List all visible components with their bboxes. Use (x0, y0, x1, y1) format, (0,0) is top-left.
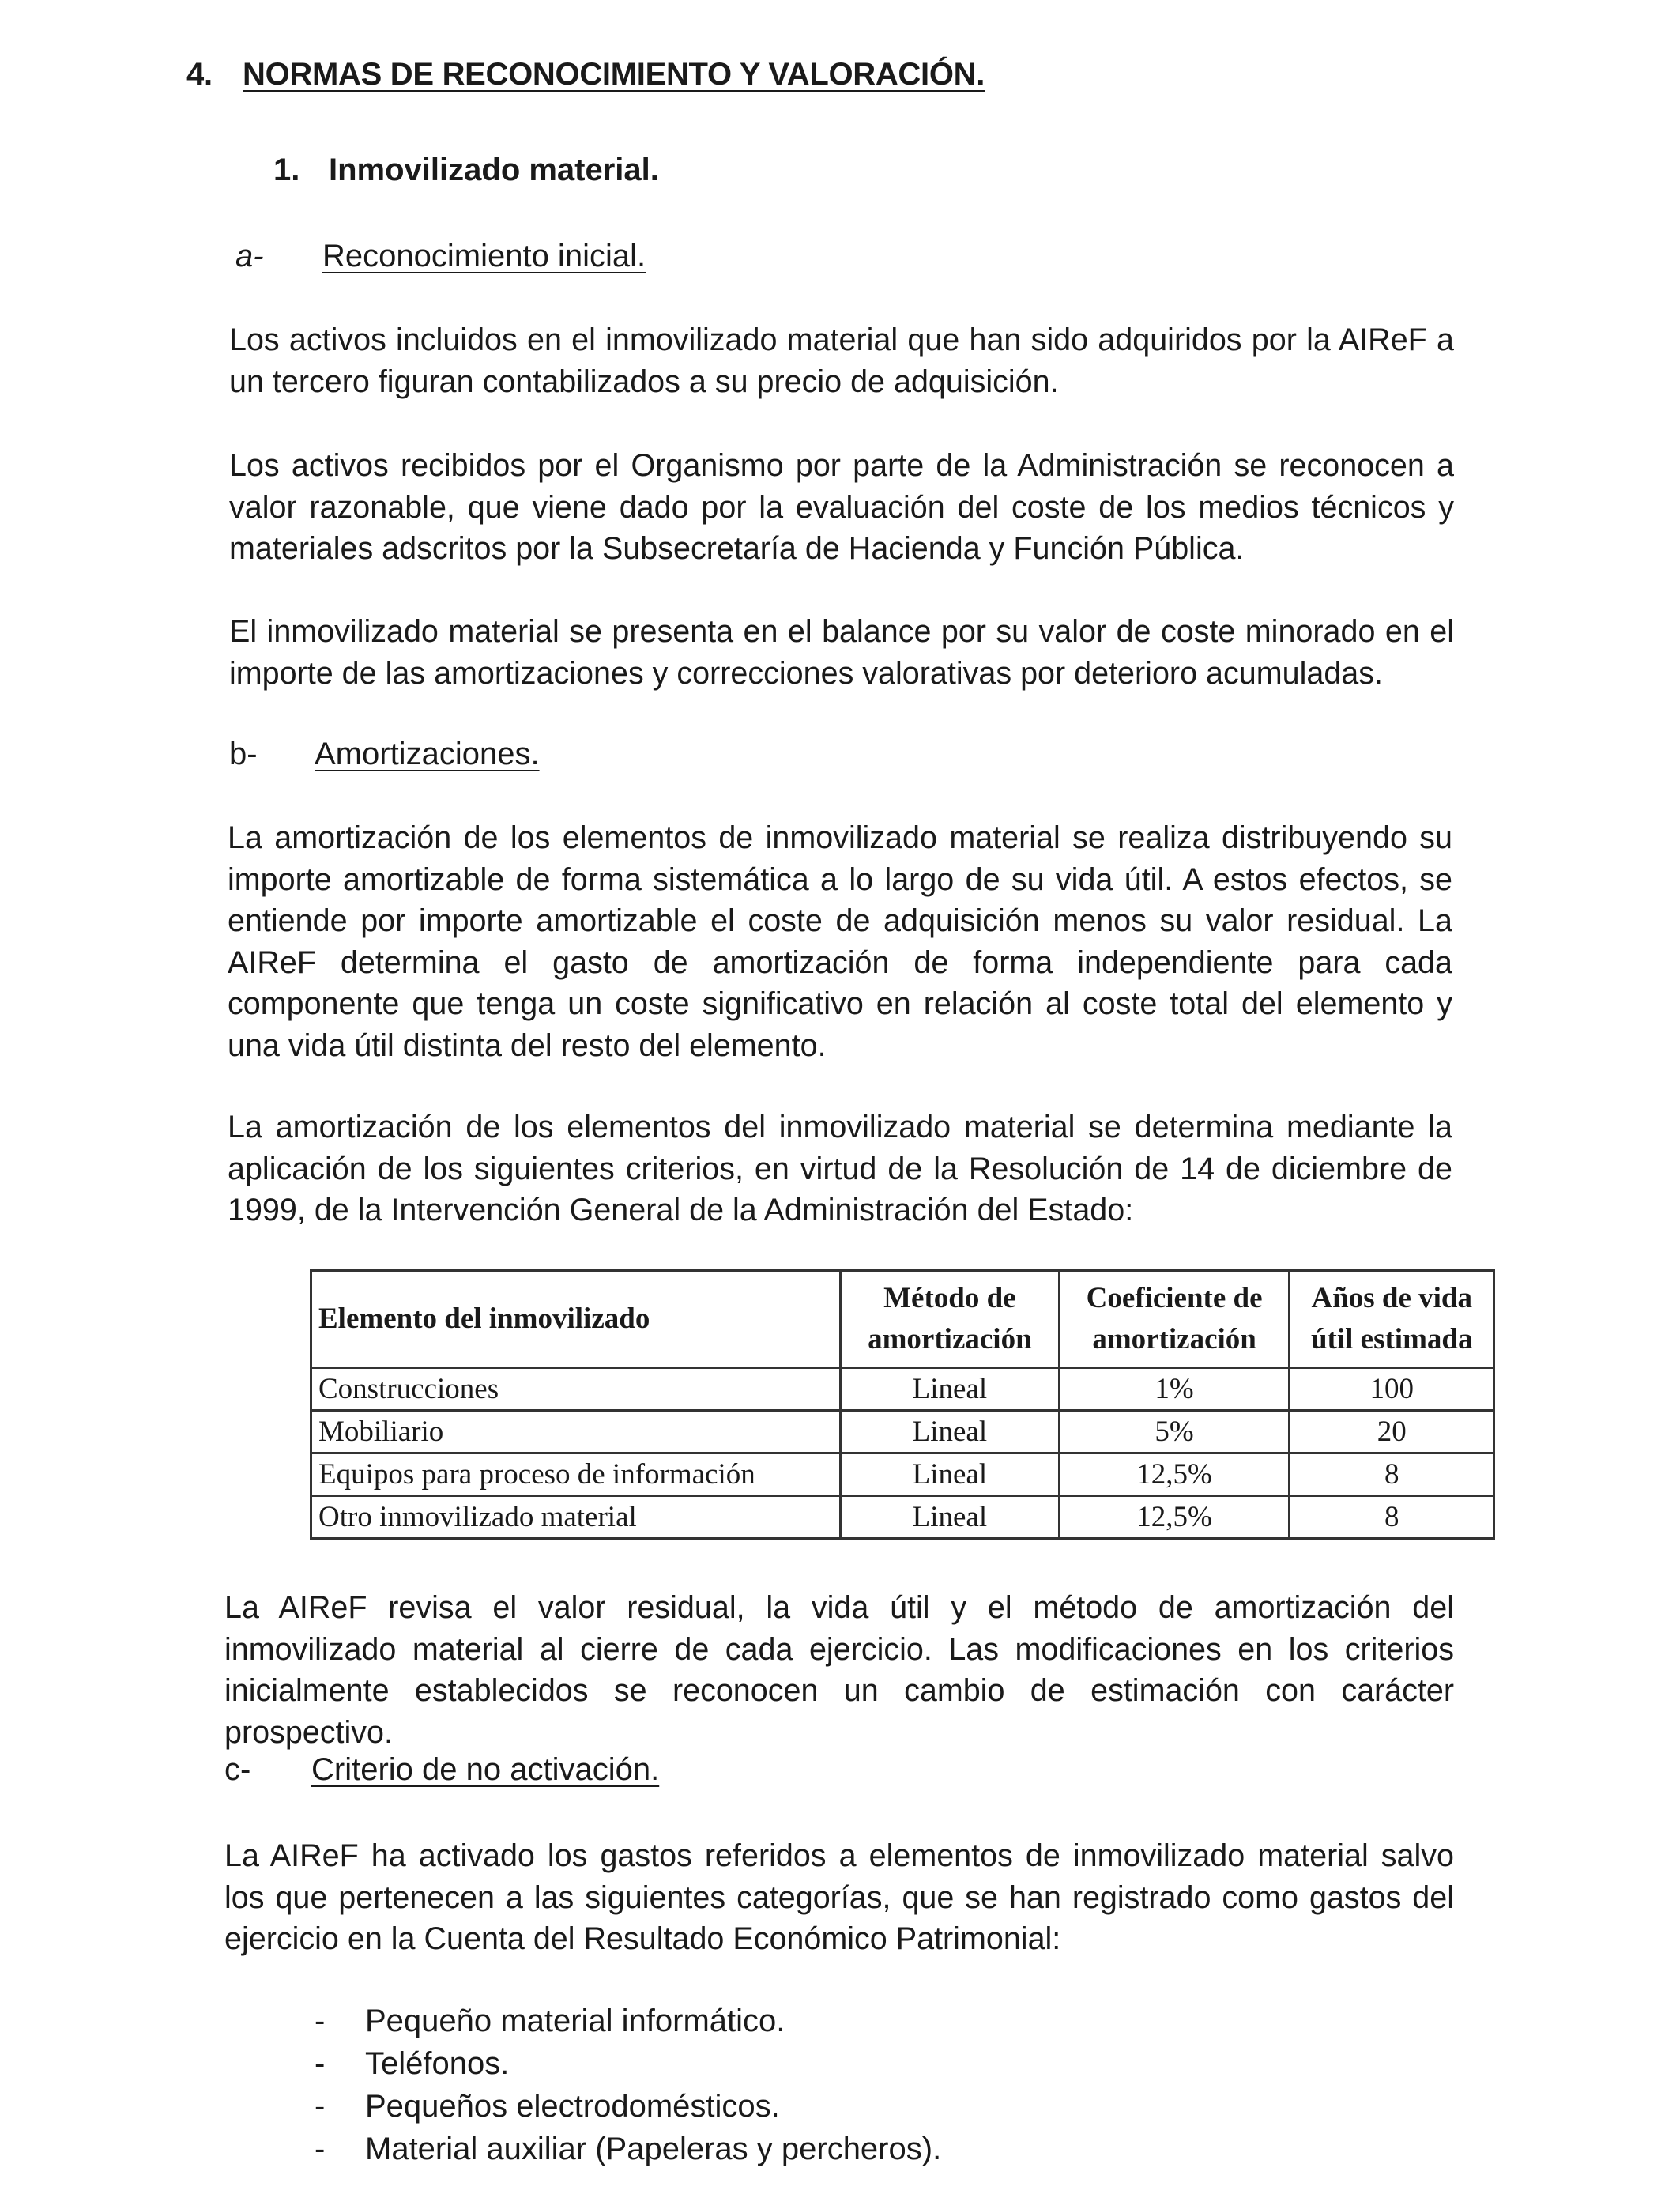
header-element: Elemento del inmovilizado (311, 1271, 841, 1368)
heading-c-title: Criterio de no activación. (311, 1752, 660, 1787)
subsection-heading (273, 153, 659, 188)
paragraph-b1: La amortización de los elementos de inmovilizado material se realiza distribuyendo su importe amortizable de forma sistemática a lo largo de su vida útil. A estos efectos, se entiende por importe amortizable el coste de adquisición menos su valor residual. La AIReF determina el gasto de amortización de forma independiente para cada componente que tenga un coste significativo en relación al coste total del elemento y una vida útil distinta del resto del elemento. (228, 820, 1452, 1063)
list-item (315, 2042, 941, 2085)
table-header-row (311, 1271, 1494, 1368)
table-row (311, 1496, 1494, 1539)
list-item (315, 2000, 941, 2042)
table-row (311, 1368, 1494, 1411)
cell-useful-life: 20 (1290, 1411, 1494, 1453)
list-item (315, 2128, 941, 2170)
cell-useful-life: 8 (1290, 1496, 1494, 1539)
section-number: 4. (186, 57, 213, 92)
list-dash: - (315, 2046, 326, 2081)
cell-element: Otro inmovilizado material (311, 1496, 841, 1539)
heading-c (224, 1752, 659, 1788)
cell-method: Lineal (841, 1368, 1060, 1411)
non-capitalized-list (315, 2000, 941, 2170)
amortization-table (310, 1269, 1495, 1540)
cell-method: Lineal (841, 1453, 1060, 1496)
heading-b (229, 737, 540, 772)
cell-coefficient: 12,5% (1059, 1453, 1290, 1496)
heading-c-letter: c- (224, 1752, 251, 1787)
cell-method: Lineal (841, 1411, 1060, 1453)
header-useful-life: Años de vida útil estimada (1290, 1271, 1494, 1368)
heading-b-title: Amortizaciones. (315, 737, 540, 771)
header-method: Método de amortización (841, 1271, 1060, 1368)
heading-a-title: Reconocimiento inicial. (322, 239, 646, 273)
subsection-title: Inmovilizado material. (329, 153, 659, 187)
paragraph-a3: El inmovilizado material se presenta en el balance por su valor de coste minorado en el importe de las amortizaciones y correcciones valorativas por deterioro acumuladas. (229, 614, 1454, 691)
list-item-text: Teléfonos. (365, 2046, 510, 2081)
cell-coefficient: 12,5% (1059, 1496, 1290, 1539)
list-item-text: Material auxiliar (Papeleras y percheros). (365, 2132, 942, 2166)
heading-a (235, 239, 646, 274)
cell-useful-life: 100 (1290, 1368, 1494, 1411)
list-item (315, 2085, 941, 2128)
table-row (311, 1453, 1494, 1496)
subsection-number: 1. (273, 153, 300, 187)
list-dash: - (315, 2089, 326, 2124)
cell-useful-life: 8 (1290, 1453, 1494, 1496)
section-title: NORMAS DE RECONOCIMIENTO Y VALORACIÓN. (243, 57, 985, 92)
list-item-text: Pequeños electrodomésticos. (365, 2089, 780, 2124)
header-coefficient: Coeficiente de amortización (1059, 1271, 1290, 1368)
section-heading (186, 57, 985, 92)
list-dash: - (315, 2132, 326, 2166)
paragraph-a2: Los activos recibidos por el Organismo por parte de la Administración se reconocen a valor razonable, que viene dado por la evaluación del coste de los medios técnicos y materiales adscritos por la Subsecretaría de Hacienda y Función Pública. (229, 448, 1454, 566)
heading-b-letter: b- (229, 737, 258, 771)
cell-element: Construcciones (311, 1368, 841, 1411)
paragraph-b2: La amortización de los elementos del inmovilizado material se determina mediante la aplicación de los siguientes criterios, en virtud de la Resolución de 14 de diciembre de 1999, de la Intervención General de la Administración del Estado: (228, 1110, 1452, 1227)
paragraph-c1: La AIReF ha activado los gastos referidos a elementos de inmovilizado material salvo los que pertenecen a las siguientes categorías, que se han registrado como gastos del ejercicio en la Cuenta del Resultado Económico Patrimonial: (224, 1838, 1454, 1956)
table-row (311, 1411, 1494, 1453)
paragraph-b3: La AIReF revisa el valor residual, la vida útil y el método de amortización del inmovilizado material al cierre de cada ejercicio. Las modificaciones en los criterios inicialmente establecidos se reconocen un cambio de estimación con carácter prospectivo. (224, 1590, 1454, 1750)
paragraph-a1: Los activos incluidos en el inmovilizado material que han sido adquiridos por la AIReF a un tercero figuran contabilizados a su precio de adquisición. (229, 322, 1454, 399)
cell-method: Lineal (841, 1496, 1060, 1539)
cell-coefficient: 1% (1059, 1368, 1290, 1411)
list-dash: - (315, 2004, 326, 2038)
list-item-text: Pequeño material informático. (365, 2004, 785, 2038)
cell-element: Mobiliario (311, 1411, 841, 1453)
heading-a-letter: a- (235, 239, 264, 273)
cell-coefficient: 5% (1059, 1411, 1290, 1453)
cell-element: Equipos para proceso de información (311, 1453, 841, 1496)
